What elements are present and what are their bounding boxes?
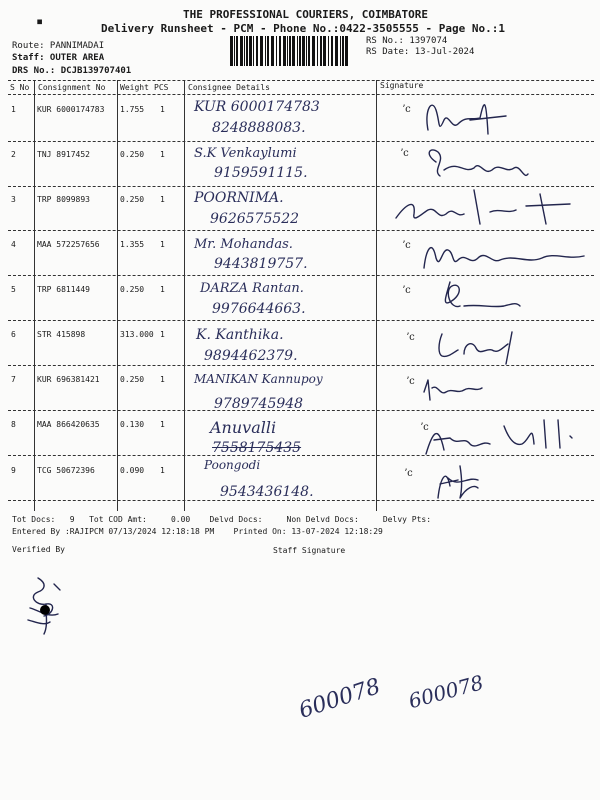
barcode-bar (267, 36, 269, 66)
consignee-phone: 7558175435 (212, 440, 302, 456)
barcode-bar (271, 36, 274, 66)
signature-image (414, 370, 504, 410)
consignee-phone: 9789745948 (214, 396, 304, 412)
consignee-phone: 9543436148. (220, 484, 314, 500)
rs-date: RS Date: 13-Jul-2024 (366, 47, 475, 57)
row-consignment: STR 415898 (37, 330, 86, 339)
consignee-phone: 9894462379. (204, 348, 298, 364)
row-consignment: TRP 8099893 (37, 195, 90, 204)
consignee-name: Anuvalli (210, 418, 277, 437)
row-sno: 4 (11, 240, 16, 249)
row-weight: 0.250 (120, 285, 145, 294)
company-title: THE PROFESSIONAL COURIERS, COIMBATORE (183, 8, 429, 21)
barcode-bar (279, 36, 281, 66)
row-consignment: MAA 866420635 (37, 420, 100, 429)
barcode-bar (276, 36, 277, 66)
barcode-bar (283, 36, 286, 66)
row-pcs: 1 (160, 466, 165, 475)
runsheet-table (8, 80, 594, 511)
barcode-bar (244, 36, 245, 66)
barcode-bar (345, 36, 348, 66)
signature-image (390, 184, 590, 232)
staff-label: Staff: OUTER AREA (12, 53, 105, 63)
barcode-bar (331, 36, 333, 66)
barcode-bar (302, 36, 305, 66)
barcode-bar (249, 36, 252, 66)
barcode-bar (246, 36, 248, 66)
col-divider (184, 80, 185, 511)
barcode-bar (256, 36, 258, 66)
row-pcs: 1 (160, 150, 165, 159)
row-pcs: 1 (160, 375, 165, 384)
row-consignment: TRP 6811449 (37, 285, 90, 294)
rs-number: RS No.: 1397074 (366, 36, 448, 46)
consignee-name: DARZA Rantan. (200, 281, 304, 296)
barcode-bar (236, 36, 238, 66)
verifier-signature-image (18, 570, 78, 640)
barcode-bar (299, 36, 301, 66)
signature-image (420, 276, 530, 320)
row-consignment: KUR 6000174783 (37, 105, 105, 114)
barcode-bar (340, 36, 341, 66)
barcode-bar (265, 36, 266, 66)
row-sno: 8 (11, 420, 16, 429)
totals-line: Tot Docs: 9 Tot COD Amt: 0.00 Delvd Docs: Non Delvd Docs: Delvy Pts: (12, 515, 432, 524)
consignee-phone: 9976644663. (212, 301, 306, 317)
barcode-bar (287, 36, 288, 66)
col-header-consignee: Consignee Details (188, 83, 270, 92)
consignee-name: KUR 6000174783 (194, 99, 320, 115)
barcode-bar (320, 36, 322, 66)
barcode-bar (292, 36, 295, 66)
signature-image (418, 458, 508, 502)
col-header-consignment: Consignment No (38, 83, 106, 92)
row-pcs: 1 (160, 195, 165, 204)
delivery-mark: ʼc (402, 240, 411, 251)
row-pcs: 1 (160, 420, 165, 429)
row-consignment: KUR 696381421 (37, 375, 100, 384)
row-weight: 1.755 (120, 105, 145, 114)
barcode-bar (306, 36, 307, 66)
row-sno: 6 (11, 330, 16, 339)
row-sno: 5 (11, 285, 16, 294)
barcode-bar (289, 36, 291, 66)
barcode-bar (312, 36, 315, 66)
row-pcs: 1 (160, 240, 165, 249)
row-sno: 9 (11, 466, 16, 475)
row-sno: 7 (11, 375, 16, 384)
row-consignment: TCG 50672396 (37, 466, 95, 475)
row-sno: 2 (11, 150, 16, 159)
delivery-mark: ʼc (420, 422, 429, 433)
barcode-bar (342, 36, 344, 66)
barcode-bar (297, 36, 298, 66)
row-consignment: MAA 572257656 (37, 240, 100, 249)
barcode-bar (253, 36, 254, 66)
delivery-mark: ʼc (404, 468, 413, 479)
signature-image (418, 140, 538, 188)
signature-image (418, 230, 594, 278)
col-divider (34, 80, 35, 511)
row-weight: 0.250 (120, 195, 145, 204)
header-mark: ▪ (36, 14, 44, 28)
consignee-phone: 9626575522 (210, 211, 300, 227)
barcode-bar (308, 36, 310, 66)
consignee-name: POORNIMA. (194, 190, 284, 206)
delivery-mark: ʼc (402, 104, 411, 115)
col-divider (376, 80, 377, 511)
consignee-name: Poongodi (204, 458, 261, 472)
barcode-bar (240, 36, 243, 66)
row-weight: 0.250 (120, 150, 145, 159)
col-divider (117, 80, 118, 511)
row-weight: 313.000 (120, 330, 154, 339)
drs-number: DRS No.: DCJB139707401 (12, 66, 132, 76)
row-pcs: 1 (160, 285, 165, 294)
staff-signature-label: Staff Signature (273, 546, 346, 555)
handwritten-note: 600078 (406, 670, 486, 714)
consignee-phone: 8248888083. (212, 120, 306, 136)
row-sno: 3 (11, 195, 16, 204)
table-top-border (8, 80, 594, 81)
row-weight: 0.130 (120, 420, 145, 429)
barcode-bar (234, 36, 235, 66)
row-weight: 0.250 (120, 375, 145, 384)
row-weight: 0.090 (120, 466, 145, 475)
barcode-bar (317, 36, 318, 66)
route-label: Route: PANNIMADAI (12, 41, 105, 51)
col-header-sno: S No (10, 83, 30, 92)
row-consignment: TNJ 8917452 (37, 150, 90, 159)
row-sno: 1 (11, 105, 16, 114)
verified-by-label: Verified By (12, 545, 65, 554)
row-weight: 1.355 (120, 240, 145, 249)
barcode-bar (335, 36, 338, 66)
delivery-mark: ʼc (406, 332, 415, 343)
signature-image (420, 414, 580, 460)
barcode-bar (323, 36, 326, 66)
entered-by-line: Entered By :RAJIPCM 07/13/2024 12:18:18 PM Printed On: 13-07-2024 12:18:29 (12, 527, 383, 536)
delivery-mark: ʼc (406, 376, 415, 387)
col-header-signature: Signature (380, 81, 424, 90)
handwritten-note: 600078 (296, 674, 384, 724)
barcode-bar (260, 36, 263, 66)
barcode-image (230, 36, 350, 66)
row-pcs: 1 (160, 105, 165, 114)
consignee-name: K. Kanthika. (196, 327, 284, 343)
delivery-mark: ʼc (400, 148, 409, 159)
signature-image (428, 324, 528, 366)
delivery-mark: ʼc (402, 285, 411, 296)
signature-image (410, 90, 510, 142)
runsheet-subtitle: Delivery Runsheet - PCM - Phone No.:0422-3505555 - Page No.:1 (101, 22, 505, 35)
row-pcs: 1 (160, 330, 165, 339)
col-header-pcs: PCS (154, 83, 169, 92)
barcode-bar (230, 36, 233, 66)
consignee-phone: 9443819757. (214, 256, 308, 272)
consignee-name: MANIKAN Kannupoy (194, 372, 323, 386)
consignee-name: Mr. Mohandas. (194, 237, 293, 252)
barcode-bar (328, 36, 329, 66)
consignee-phone: 9159591115. (214, 165, 308, 181)
row-divider (8, 320, 594, 321)
consignee-name: S.K Venkaylumi (194, 146, 297, 161)
col-header-weight: Weight (120, 83, 149, 92)
